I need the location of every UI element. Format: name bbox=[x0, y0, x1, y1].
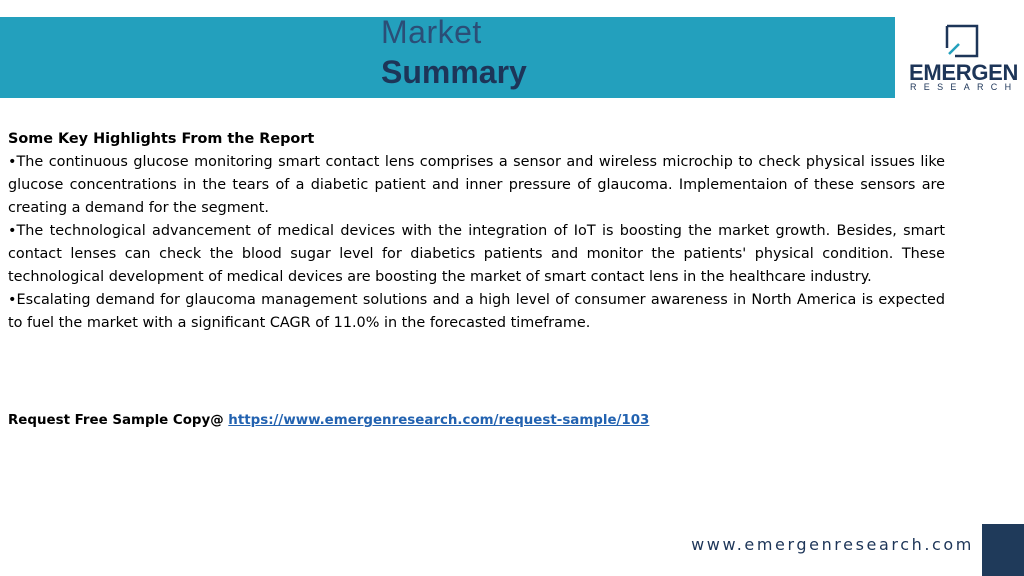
highlight-bullet-1: •The continuous glucose monitoring smart contact lens comprises a sensor and wireless microchip to check physical issues like glucose concentrations in the tears of a diabetic patient and inner pressure of glaucoma. Implementaion of these sensors are creating a demand for the segment. bbox=[8, 154, 945, 216]
corner-decoration bbox=[982, 524, 1024, 576]
logo-subtitle: RESEARCH bbox=[910, 82, 1019, 92]
request-sample-label: Request Free Sample Copy@ bbox=[8, 413, 229, 428]
page-title-line2: Summary bbox=[381, 54, 527, 90]
highlight-bullet-2: •The technological advancement of medical devices with the integration of IoT is boosting the market growth. Besides, smart contact lenses can check the blood sugar level for diabetics patients and monitor the patients' physical condition. These technological development of medical devices are boosting the market of smart contact lens in the healthcare industry. bbox=[8, 223, 945, 285]
company-logo bbox=[905, 22, 1021, 94]
highlight-bullet-3: •Escalating demand for glaucoma management solutions and a high level of consumer awareness in North America is expected to fuel the market with a significant CAGR of 11.0% in the forecasted timeframe. bbox=[8, 292, 945, 331]
logo-wordmark: EMERGEN bbox=[909, 60, 1019, 85]
logo-square-icon bbox=[945, 24, 979, 58]
page-title-line1: Market bbox=[381, 14, 482, 50]
highlights-section bbox=[8, 128, 945, 335]
page-title bbox=[381, 16, 527, 88]
request-sample-link[interactable]: https://www.emergenresearch.com/request-sample/103 bbox=[228, 413, 650, 428]
highlights-heading: Some Key Highlights From the Report bbox=[8, 131, 315, 147]
footer-website-url: www.emergenresearch.com bbox=[691, 535, 974, 554]
request-sample-line bbox=[8, 410, 649, 432]
